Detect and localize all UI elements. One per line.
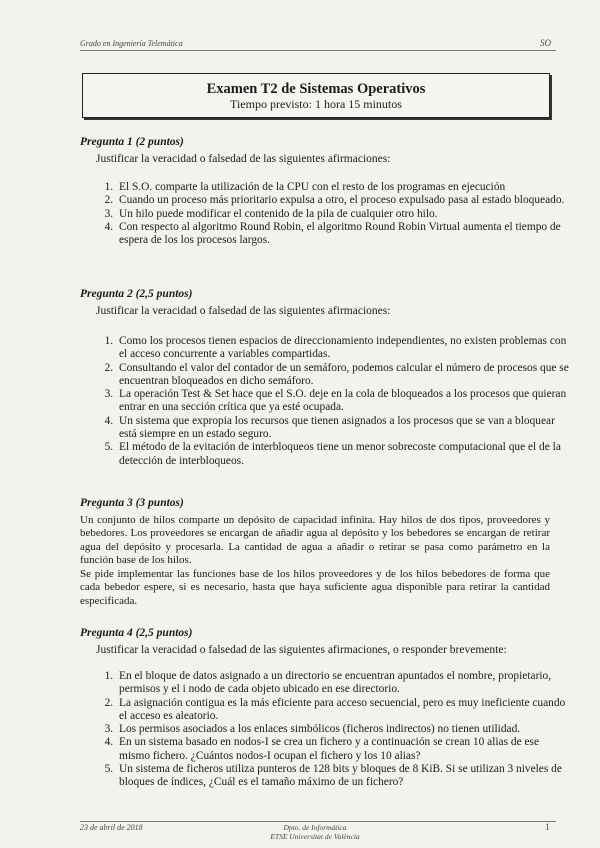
q1-title: Pregunta 1 (2 puntos) <box>80 136 184 148</box>
exam-title-box <box>82 73 550 118</box>
footer-dept: Dpto. de Informática <box>283 823 347 832</box>
q2-intro: Justificar la veracidad o falsedad de las siguientes afirmaciones: <box>96 305 391 317</box>
q4-item: 2. La asignación contigua es la más eficiente para acceso secuencial, pero es muy ineficiente cuando el acceso es aleatorio. <box>116 697 571 724</box>
q2-item: 1. Como los procesos tienen espacios de direccionamiento independientes, no existen problemas con el acceso concurrente a variables compartidas. <box>116 335 571 362</box>
footer-institution <box>250 823 380 841</box>
header-program: Grado en Ingeniería Telemática <box>80 39 183 48</box>
q2-item: 2. Consultando el valor del contador de un semáforo, podemos calcular el número de procesos que se encuentran bloqueados en dicho semáforo. <box>116 362 571 389</box>
q3-paragraph-1: Un conjunto de hilos comparte un depósito de capacidad infinita. Hay hilos de dos tipos, proveedores y bebedores. Los proveedores se encargan de añadir agua al depósito y los bebedores se encargan de retirar agua del depósito y procesarla. La cantidad de agua a añadir o retirar se pasa como parámetro en la función base de los hilos. <box>80 514 550 567</box>
q1-intro: Justificar la veracidad o falsedad de las siguientes afirmaciones: <box>96 153 391 165</box>
q2-item: 3. La operación Test & Set hace que el S.O. deje en la cola de bloqueados a los procesos que quieran entrar en una sección crítica que ya esté ocupada. <box>116 388 571 415</box>
q1-item: 1. El S.O. comparte la utilización de la CPU con el resto de los programas en ejecución <box>116 181 571 194</box>
footer-page-number: 1 <box>545 822 550 832</box>
q4-item: 5. Un sistema de ficheros utiliza punteros de 128 bits y bloques de 8 KiB. Si se utilizan 3 niveles de bloques de índices, ¿Cuál es el tamaño máximo de un fichero? <box>116 763 571 790</box>
q4-item: 3. Los permisos asociados a los enlaces simbólicos (ficheros indirectos) no tienen utilidad. <box>116 723 571 736</box>
q3-paragraph-2: Se pide implementar las funciones base de los hilos proveedores y de los hilos bebedores de forma que cada bebedor espere, si es necesario, hasta que haya suficiente agua disponible para retirar la cantidad especificada. <box>80 568 550 607</box>
q4-title: Pregunta 4 (2,5 puntos) <box>80 627 193 639</box>
q2-item: 4. Un sistema que expropia los recursos que tienen asignados a los procesos que se van a bloquear está siempre en un estado seguro. <box>116 415 571 442</box>
q4-item: 1. En el bloque de datos asignado a un directorio se encuentran apuntados el nombre, propietario, permisos y el i nodo de cada objeto ubicado en ese directorio. <box>116 670 571 697</box>
footer-date: 23 de abril de 2018 <box>80 823 143 832</box>
q3-title: Pregunta 3 (3 puntos) <box>80 497 184 509</box>
q1-item: 2. Cuando un proceso más prioritario expulsa a otro, el proceso expulsado pasa al estado bloqueado. <box>116 194 571 207</box>
footer-school: ETSE Universitat de València <box>270 832 360 841</box>
q1-list <box>96 181 571 247</box>
exam-time: Tiempo previsto: 1 hora 15 minutos <box>230 97 402 111</box>
header-rule <box>80 50 556 51</box>
q2-list <box>96 335 571 468</box>
exam-title: Examen T2 de Sistemas Operativos <box>206 81 426 97</box>
footer-rule <box>80 821 556 822</box>
q2-item: 5. El método de la evitación de interbloqueos tiene un menor sobrecoste computacional que el de la detección de interbloqueos. <box>116 441 571 468</box>
q4-item: 4. En un sistema basado en nodos-I se crea un fichero y a continuación se crean 10 alias de ese mismo fichero. ¿Cuántos nodos-I ocupan el fichero y los 10 alias? <box>116 736 571 763</box>
q2-title: Pregunta 2 (2,5 puntos) <box>80 288 193 300</box>
q1-item: 4. Con respecto al algoritmo Round Robin, el algoritmo Round Robin Virtual aumenta el tiempo de espera de los los procesos largos. <box>116 221 571 248</box>
q4-intro: Justificar la veracidad o falsedad de las siguientes afirmaciones, o responder brevemente: <box>96 644 507 656</box>
q4-list <box>96 670 571 790</box>
header-course: SO <box>540 38 551 48</box>
q1-item: 3. Un hilo puede modificar el contenido de la pila de cualquier otro hilo. <box>116 208 571 221</box>
